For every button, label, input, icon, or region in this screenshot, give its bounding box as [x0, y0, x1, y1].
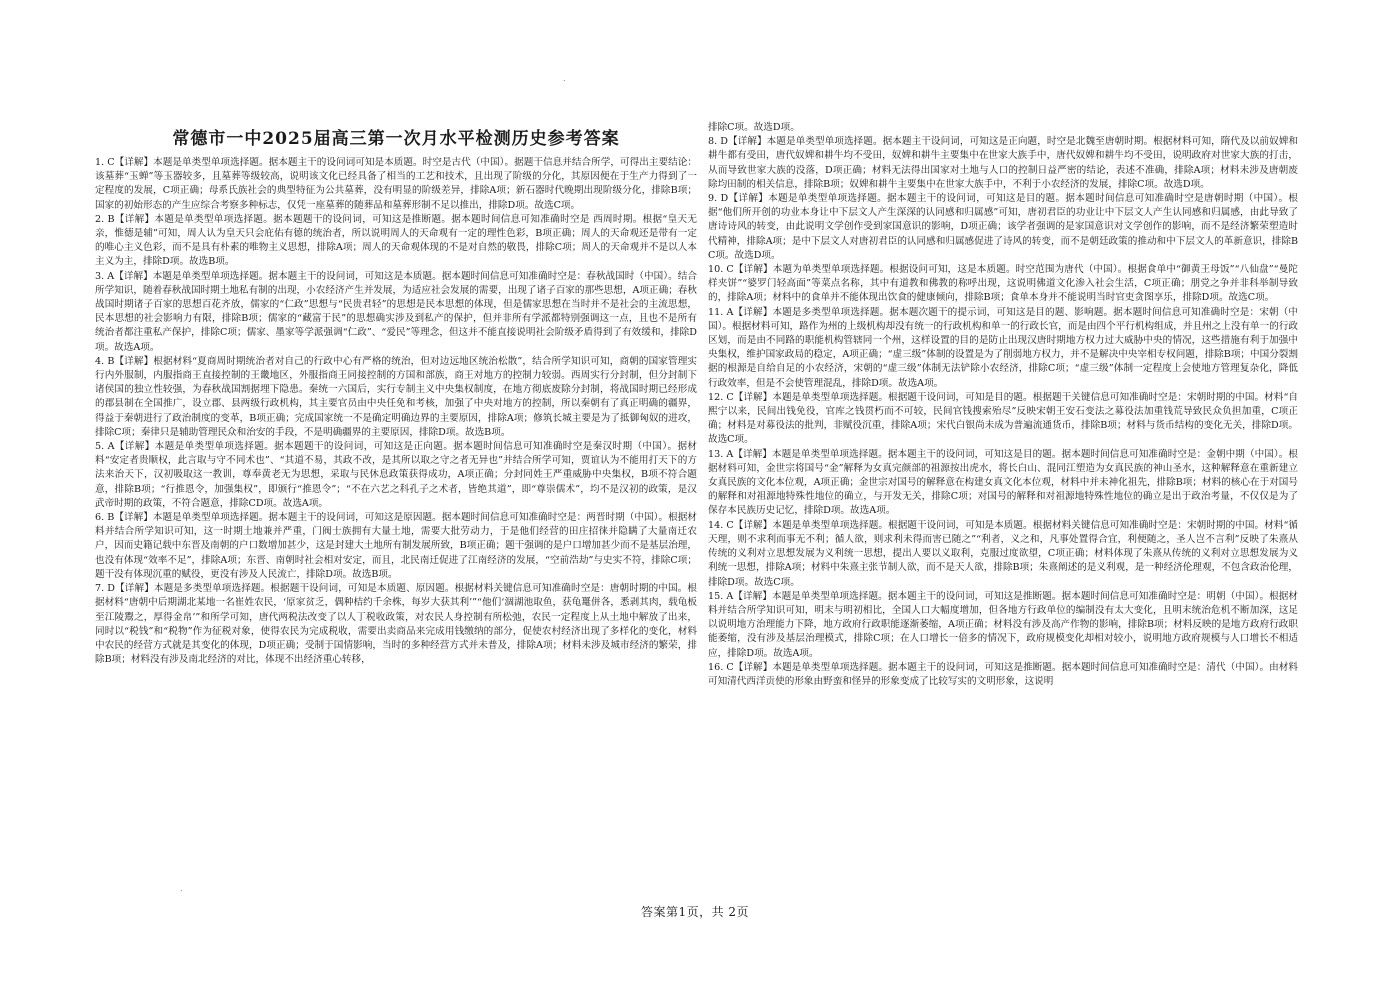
answer-item-9: 9. D【详解】本题是单类型单项选择题。据本题主干的设问词，可知这是目的题。据本题时间信息可知准确时空是唐朝时期（中国）。根据“他们所开创的功业本身让中下层文人产生深深的认同感和归属感”可知，唐初君臣的功业让中下层文人产生认同感和归属感，由此导致了唐诗诗风的转变，由此说明文学创作受到家国意识的影响，D项正确；该学者强调的是家国意识对文学创作的影响，而不是经济繁荣塑造时代精神，排除A项；是中下层文人对唐初君臣的认同感和归属感促进了诗风的转变，而不是朝廷政策的推动和中下层文人的革新意识，排除BC项。故选D项。 [708, 193, 1298, 261]
answer-item-13: 13. A【详解】本题是单类型单项选择题。据本题主干的设问词，可知这是目的题。据本题时间信息可知准确时空是：金朝中期（中国）。根据材料可知，金世宗将国号“金”解释为女真完颜部的祖源按出虎水，将长白山、混同江塑造为女真民族的神山圣水，这种解释意在重新建立女真民族的文化本位观，A项正确；金世宗对国号的解释意在构建女真文化本位观，材料中并未神化祖先，排除B项；材料的核心在于对国号的解释和对祖源地特殊性地位的确立，与开发无关，排除C项；对国号的解释和对祖源地特殊性地位的确立是出于政治考量，不仅仅是为了保存本民族历史记忆，排除D项。故选A项。 [708, 448, 1298, 517]
answer-item-14: 14. C【详解】本题是单类型单项选择题。根据题干设问词，可知是本质题。根据材料关键信息可知准确时空是：宋朝时期的中国。材料“循天理，则不求利而事无不利；循人欲，则求利未得而害已随之”“利者，义之和，凡事处置得合宜，利便随之，圣人岂不言利”反映了朱熹从传统的义利对立思想发展为义利统一思想，提出人要以义取利，克服过度欲望，C项正确；材料体现了朱熹从传统的义利对立思想发展为义利统一思想，排除A项；材料中朱熹主张节制人欲，而不是天人欲，排除B项；朱熹阐述的是义利观，是一种经济伦理观，不包含政治伦理，排除D项。故选C项。 [708, 519, 1298, 588]
bottom-mark: . [180, 884, 183, 893]
answer-item-3: 3. A【详解】本题是单类型单项选择题。据本题主干的设问词，可知这是本质题。据本题时间信息可知准确时空是：春秋战国时（中国）。结合所学知识，随着春秋战国时期土地私有制的出现，小农经济产生并发展，为适应社会发展的需要，出现了诸子百家的那些思想，A项正确；春秋战国时期诸子百家的思想百花齐放，儒家的“仁政”思想与“民贵君轻”的思想是民本思想的体现，但是儒家思想在当时并不是社会的主流思想，民本思想的社会影响力有限，排除B项；儒家的“藏富于民”的思想确实涉及到私产的保护，但并非所有学派都特别强调这一点，且也不是所有统治者都注重私产保护，排除C项；儒家、墨家等学派强调“仁政”、“爱民”等理念，但这并不能直接说明社会阶级矛盾得到了有效缓和，排除D项。故选A项。 [95, 270, 697, 353]
answer-item-15: 15. A【详解】本题是单类型单项选择题。据本题主干的设问词，可知这是推断题。据本题时间信息可知准确时空是：明朝（中国）。根据材料并结合所学知识可知，明末与明初相比，全国人口大幅度增加，但各地方行政单位的编制没有太大变化，且明末统治危机不断加深，这足以说明地方治理能力下降，地方政府行政职能逐渐萎缩，A项正确；材料没有涉及高产作物的影响，排除B项；材料反映的是地方政府行政职能萎缩，没有涉及基层治理模式，排除C项；在人口增长一倍多的情况下，政府规模变化却相对较小，说明地方政府规模与人口增长不相适应，排除D项。故选A项。 [708, 590, 1298, 659]
page-footer: 答案第1页，共 2页 [640, 905, 750, 919]
answer-item-16: 16. C【详解】本题是单类型单项选择题。据本题主干的设问词，可知这是推断题。据本题时间信息可知准确时空是：清代（中国）。由材料可知清代西洋贡使的形象由野蛮和怪异的形象变成了比较写实的文明形象，这说明 [708, 661, 1298, 687]
top-mark: . [563, 74, 566, 83]
answer-item-1: 1. C【详解】本题是单类型单项选择题。据本题主干的设问词可知是本质题。时空是古代（中国）。据题干信息并结合所学，可得出主要结论：该墓葬“玉蝉”等玉器较多，且墓葬等级较高，说明该文化已经具备了相当的工艺和技术，且出现了阶级的分化，其原因便在于生产力得到了一定程度的发展，C项正确；母系氏族社会的典型特征为公共墓葬，没有明显的阶级差异，排除A项；新石器时代晚期出现阶级分化，排除B项；国家的初始形态的产生应综合考察多种标志，仅凭一座墓葬的随葬品和墓葬形制不足以推出，排除D项。故选C项。 [95, 157, 697, 211]
answer-item-8: 8. D【详解】本题是单类型单项选择题。据本题主干设问词，可知这是正向题，时空是北魏至唐朝时期。根据材料可知，隋代及以前奴婢和耕牛都有受田，唐代奴婢和耕牛均不受田，奴婢和耕牛主要集中在世家大族手中，唐代奴婢和耕牛均不受田，说明政府对世家大族的打击，从而导致世家大族的没落，D项正确；材料无法得出国家对土地与人口的控制日益严密的结论，表述不准确，排除A项；材料未涉及唐朝废除均田制的相关信息，排除B项；奴婢和耕牛主要集中在世家大族手中，不利于小农经济的发展，排除C项。故选D项。 [708, 136, 1298, 190]
left-column [95, 122, 697, 860]
answer-item-6: 6. B【详解】本题是单类型单项选择题。据本题主干的设问词，可知这是原因题。据本题时间信息可知准确时空是：两晋时期（中国）。根据材料并结合所学知识可知，这一时期土地兼并严重，门阀士族拥有大量土地，需要大批劳动力，于是他们经营的田庄招徕并隐瞒了大量南迁农户，因而史籍记载中东晋及南朝的户口数增加甚少，这是封建大土地所有制发展所致，B项正确；题干强调的是户口增加甚少而不是基层治理，也没有体现“效率不足”，排除A项；东晋、南朝时社会相对安定，而且，北民南迁促进了江南经济的发展，“空前浩劫”与史实不符，排除C项；题干没有体现沉重的赋役，更没有涉及人民流亡，排除D项。故选B项。 [95, 512, 697, 580]
answer-item-7: 7. D【详解】本题是多类型单项选择题。根据题干设问词，可知是本质题、原因题。根据材料关键信息可知准确时空是：唐朝时期的中国。根据材料“唐朝中后期湖北某地一名崔姓农民，‘原家贫乏，偶种桔约千余株，每岁大获其利’”“他们‘涸湖池取鱼，获龟鼍併各，悉剥其肉，载龟板至江陵鬻之，厚得金帛’”和所学可知，唐代两税法改变了以人丁税收政策，对农民人身控制有所松弛，农民一定程度上从土地中解放了出来，同时以“税钱”和“税物”作为征税对象，使得农民为完成税收，需要出卖商品来完成用钱缴纳的部分，促使农村经济出现了多样化的变化，材料中农民的经营方式就是其变化的体现，D项正确；受制于国情影响，当时的多种经营方式并未普及，排除A项；材料未涉及城市经济的繁荣，排除B项；材料没有涉及南北经济的对比，体现不出经济重心转移， [95, 583, 697, 666]
answer-item-7-continued: 排除C项。故选D项。 [708, 122, 800, 133]
answer-item-4: 4. B【详解】根据材料“夏商周时期统治者对自己的行政中心有严格的统治，但对边远地区统治松散”，结合所学知识可知，商朝的国家管理实行内外服制，内服指商王直接控制的王畿地区，外服指商王同接控制的方国和部族，商王对地方的控制力较弱。西周实行分封制，但分封制下诸侯国的独立性较强，为春秋战国割据埋下隐患。秦统一六国后，实行专制主义中央集权制度，在地方彻底废除分封制，将战国时期已经形成的郡县制在全国推广，设立郡、县两级行政机构，其主要官员由中央任免和考核，加强了中央对地方的控制，所以秦朝有了真正明确的疆界，得益于秦朝进行了政治制度的变革，B项正确；完成国家统一不是确定明确边界的主要原因，排除A项；修筑长城主要是为了抵御匈奴的进攻，排除C项；秦律只是辅助管理民众和治安的手段，不是明确疆界的主要原因，排除D项。故选B项。 [95, 355, 697, 438]
answer-item-10: 10. C【详解】本题为单类型单项选择题。根据设问可知，这是本质题。时空范围为唐代（中国）。根据食单中“御黄王母饭”“八仙盘”“曼陀样夹饼”“婆罗门轻高面”等菜点名称，其中有道教和佛教的称呼出现，这说明佛道文化渗入社会生活，C项正确；朋党之争并非科举制导致的，排除A项；材料中的食单并不能体现出饮食的健康倾向，排除B项；食单本身并不能说明当时官吏贪图享乐，排除D项。故选C项。 [708, 264, 1298, 304]
title-spacer [95, 122, 697, 156]
page-title: 常德市一中2025届高三第一次月水平检测历史参考答案 [172, 129, 620, 149]
answer-item-2: 2. B【详解】本题是单类型单项选择题。据本题题干的设问词，可知这是推断题。据本题时间信息可知准确时空是 西周时期。根据“皇天无亲，惟德是辅”可知，周人认为皇天只会庇佑有德的统治者，所以说明周人的天命观有一定的理性色彩，B项正确；周人的天命观还是带有一定的唯心主义色彩，而不是具有朴素的唯物主义思想，排除A项；周人的天命观体现的不是对自然的敬畏，排除C项；周人的天命观并不是以人本主义为主，排除D项。故选B项。 [95, 213, 697, 268]
right-column [708, 121, 1298, 861]
answer-item-5: 5. A【详解】本题是单类型单项选择题。据本题题干的设问词，可知这是正向题。据本题时间信息可知准确时空是秦汉时期（中国）。据材料“安定者贵顺权，此言取与守不同术也”、“其道不易，其政不改，是其所以取之守之者无异也”并结合所学可知，贾谊认为不能用打天下的方法来治天下，汉初吸取这一教训，尊奉黄老无为思想，采取与民休息政策获得成功，A项正确；分封同姓王严重威胁中央集权，B项不符合题意，排除B项；“行推恩令，加强集权”，即颁行“推恩令”；“不在六艺之科孔子之术者，皆绝其道”，即“尊崇儒术”，均不是汉初的政策，是汉武帝时期的政策，不符合题意，排除CD项。故选A项。 [95, 441, 697, 509]
answer-item-11: 11. A【详解】本题是多类型单项选择题。据本题次题干的提示词，可知这是目的题、影响题。据本题时间信息可知准确时空是：宋朝（中国）。根据材料可知，路作为州的上级机构却没有统一的行政机构和单一的行政长官，而是由四个平行机构组成，并且州之上没有单一的行政区划，而是由不同路的职能机构管辖同一个州，这样设置的目的是防止出现汉唐时期地方权力过大威胁中央的情况，这些措施有利于加强中央集权，维护国家政局的稳定，A项正确；“虚三级”体制的设置是为了削弱地方权力，并不是解决中央宰相专权问题，排除B项；中国分裂割据的根源是自给自足的小农经济，宋朝的“虚三级”体制无法铲除小农经济，排除C项；“虚三级”体制一定程度上会使地方管理复杂化，降低行政效率，但是不会使管理混乱，排除D项。故选A项。 [708, 306, 1298, 389]
answer-item-12: 12. C【详解】本题是单类型单项选择题。根据题干设问词，可知是目的题。根据题干关键信息可知准确时空是：宋朝时期的中国。材料“自熙宁以来，民间出钱免役，官库之钱贯朽而不可较，民间官钱搜索殆尽”反映宋朝王安石变法之募役法加重钱荒导致民众负担加重，C项正确；材料是对募役法的批判，非赋役沉重，排除A项；宋代白银尚未成为普遍流通货币，排除B项；材料与货币结构的变化无关，排除D项。故选C项。 [708, 391, 1298, 446]
